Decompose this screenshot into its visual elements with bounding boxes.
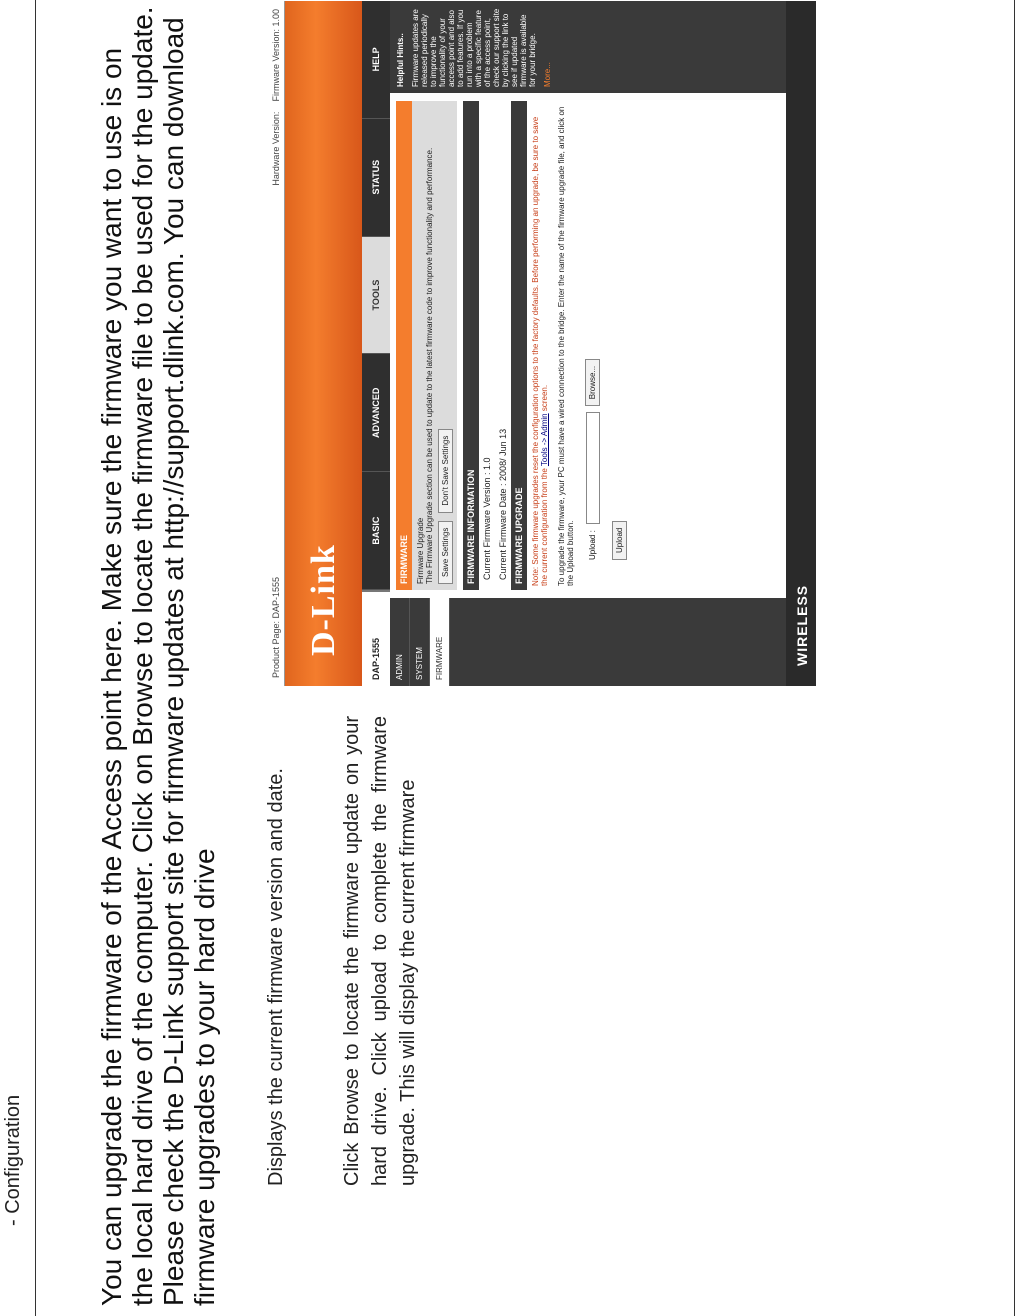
tools-admin-link[interactable]: Tools -> Admin bbox=[540, 413, 549, 467]
left-nav bbox=[390, 598, 786, 686]
firmware-information-header: FIRMWARE INFORMATION bbox=[463, 101, 479, 590]
upgrade-description: Click Browse to locate the firmware update on your hard drive. Click upload to complete the firmware upgrade. This will display the current firmware bbox=[341, 716, 419, 1186]
tab-help[interactable]: HELP bbox=[362, 1, 390, 119]
sidebar-item-system[interactable]: SYSTEM bbox=[410, 598, 430, 686]
upload-button-row bbox=[606, 101, 633, 590]
tab-advanced[interactable]: ADVANCED bbox=[362, 354, 390, 472]
current-date-label: Current Firmware Date : bbox=[498, 483, 508, 580]
screenshot-topbar bbox=[268, 1, 285, 686]
current-date-row bbox=[495, 101, 511, 590]
sidebar-item-firmware[interactable]: FIRMWARE bbox=[430, 598, 450, 686]
helpful-hints-title: Helpful Hints.. bbox=[396, 33, 405, 87]
current-firmware-description: Displays the current firmware version and date. bbox=[265, 768, 287, 1186]
tab-tools[interactable]: TOOLS bbox=[362, 237, 390, 355]
firmware-upgrade-box bbox=[412, 101, 457, 590]
current-version-value: 1.0 bbox=[482, 457, 492, 470]
current-date-value: 2008/ Jun 13 bbox=[498, 428, 508, 481]
intro-paragraph: You can upgrade the firmware of the Access point here. Make sure the firmware you want to use is on the local hard drive of the computer. Click on Browse to locate the firmware file to be used for the update. Please check the D-Link support site for firmware updates at http://support.dlink.com. You can download firmware upgrades to your hard drive bbox=[96, 6, 220, 1306]
sidebar-item-admin[interactable]: ADMIN bbox=[390, 598, 410, 686]
firmware-header: FIRMWARE bbox=[396, 101, 412, 590]
upgrade-instructions: To upgrade the firmware, your PC must have a wired connection to the bridge. Enter the name of the firmware upgrade file, and click on the Upload button. bbox=[557, 106, 575, 586]
current-version-label: Current Firmware Version : bbox=[482, 472, 492, 580]
model-badge: DAP-1555 bbox=[362, 590, 390, 686]
firmware-screenshot bbox=[268, 1, 816, 686]
helpful-hints bbox=[390, 1, 786, 93]
warning-suffix: screen. bbox=[540, 384, 549, 412]
upload-file-field[interactable] bbox=[586, 412, 600, 524]
hardware-version-text: Hardware Version: bbox=[271, 111, 281, 186]
section-label: - Configuration bbox=[2, 1094, 24, 1226]
browse-button[interactable]: Browse... bbox=[585, 359, 600, 406]
firmware-version-text: Firmware Version: 1.00 bbox=[271, 9, 281, 102]
firmware-upgrade-title: Firmware Upgrade bbox=[416, 517, 425, 584]
screenshot-body bbox=[390, 1, 786, 686]
upgrade-warning bbox=[527, 101, 553, 590]
dlink-logo: D-Link bbox=[305, 544, 342, 656]
upload-label: Upload : bbox=[588, 530, 597, 560]
firmware-upgrade-text: The Firmware Upgrade section can be used to update to the latest firmware code to improve functionality and performance. bbox=[425, 147, 434, 584]
main-panel bbox=[390, 93, 786, 598]
save-settings-button[interactable]: Save Settings bbox=[438, 521, 453, 584]
dont-save-settings-button[interactable]: Don't Save Settings bbox=[438, 429, 453, 513]
upload-button[interactable]: Upload bbox=[612, 521, 627, 560]
dlink-banner bbox=[285, 1, 362, 686]
current-version-row bbox=[479, 101, 495, 590]
helpful-hints-text: Firmware updates are released periodically to improve the functionality of your access point and also to add features. If you run into a problem with a specific feature of the access point, check our support site by clicking the link to see if updated firmware is available for your bridge. bbox=[411, 8, 537, 87]
wireless-footer: WIRELESS bbox=[786, 1, 816, 686]
top-nav bbox=[362, 1, 390, 686]
warning-text: Note: Some firmware upgrades reset the configuration options to the factory defaults. Before performing an upgrade, be sure to save the current configuration from the bbox=[531, 116, 549, 586]
more-link[interactable]: More... bbox=[543, 62, 552, 87]
tab-basic[interactable]: BASIC bbox=[362, 472, 390, 590]
product-page-text: Product Page: DAP-1555 bbox=[271, 576, 281, 678]
upload-row bbox=[579, 101, 606, 590]
tab-status[interactable]: STATUS bbox=[362, 119, 390, 237]
firmware-upgrade-header: FIRMWARE UPGRADE bbox=[511, 101, 527, 590]
